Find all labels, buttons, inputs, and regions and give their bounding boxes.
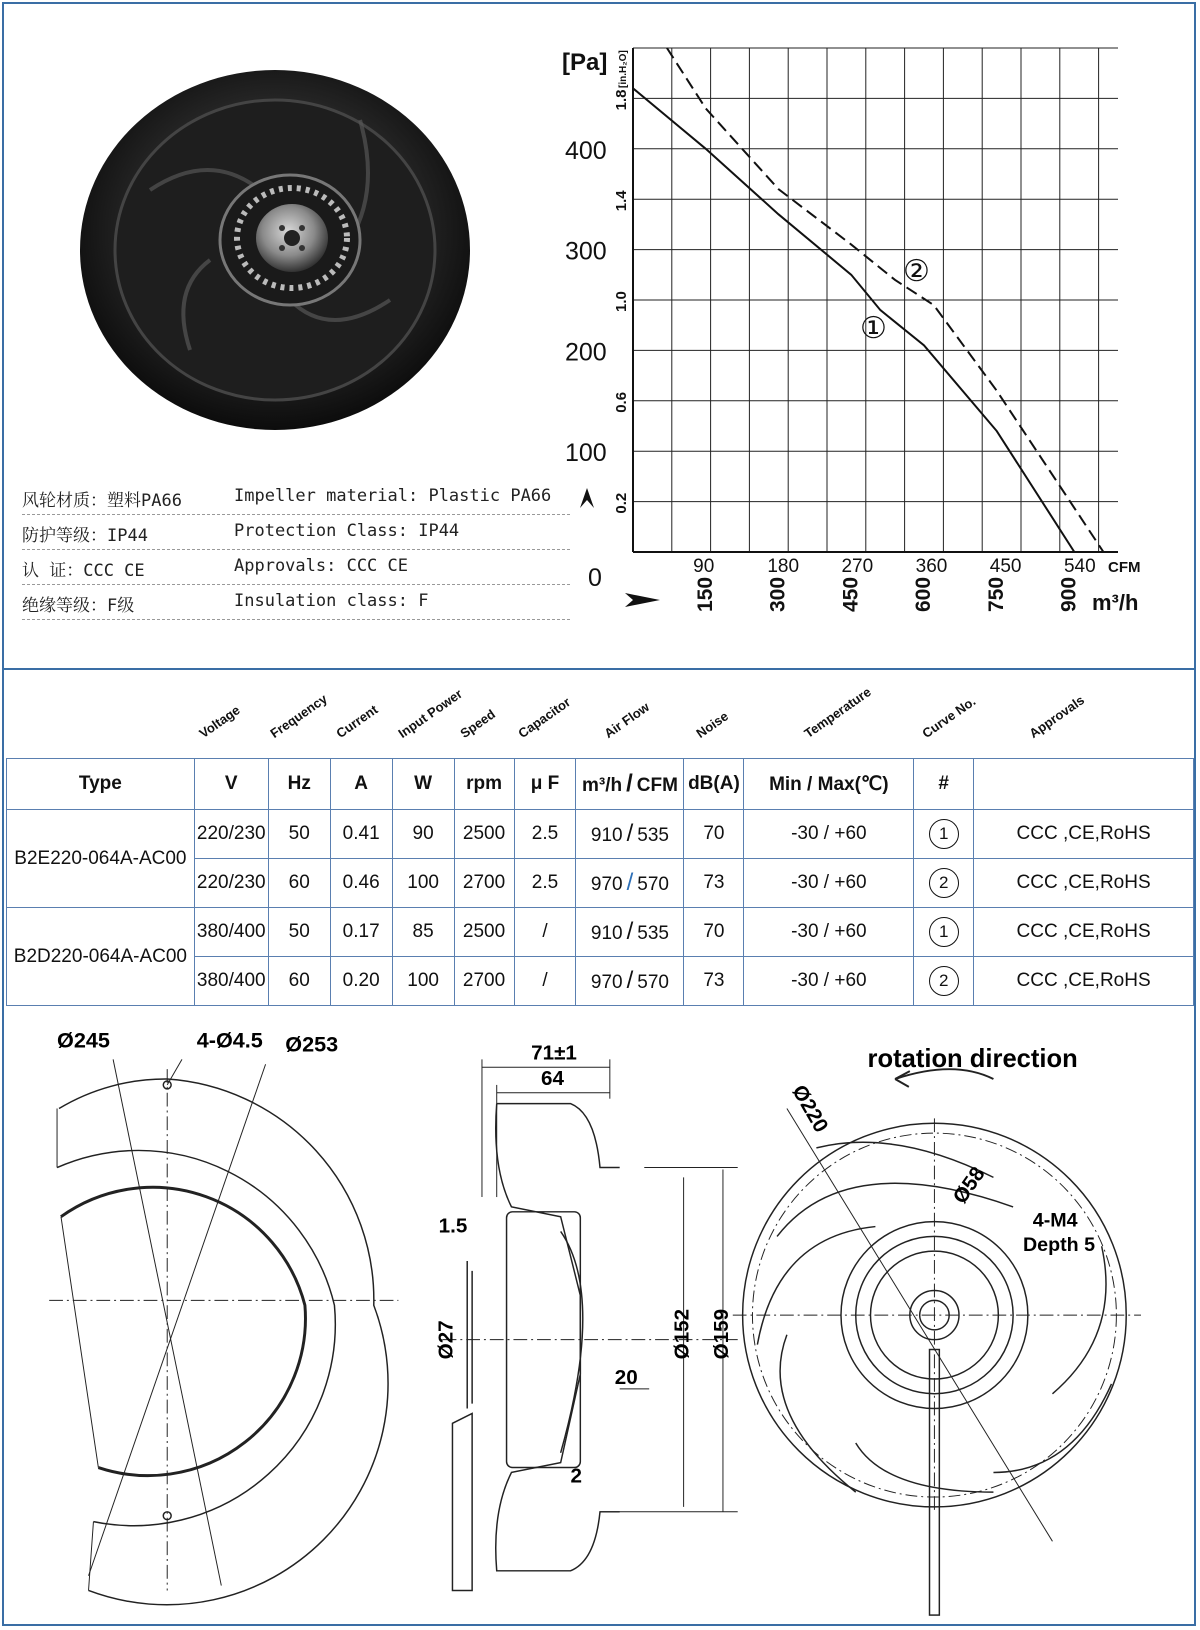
cell-curve: [914, 908, 974, 957]
x-tick-cfm: 540: [1063, 556, 1096, 577]
cell-w: 100: [392, 957, 454, 1006]
cell-v: 380/400: [194, 908, 268, 957]
curve-number-badge: 2: [929, 966, 959, 996]
cell-curve: [914, 957, 974, 1006]
impeller-photo: [60, 40, 500, 460]
header-uf: μ F: [514, 759, 576, 810]
x-tick-cfm: 180: [767, 556, 800, 577]
rotated-header: Input Power: [395, 686, 465, 741]
y-tick-inh2o: 1.4: [613, 190, 630, 212]
blade-view: [733, 1069, 1141, 1615]
cell-type: B2D220-064A-AC00: [7, 908, 195, 1006]
rotated-header: Voltage: [196, 702, 243, 741]
cell-rpm: 2700: [454, 859, 514, 908]
dim-width-total: 71±1: [531, 1041, 577, 1065]
dim-d152: Ø152: [670, 1308, 694, 1360]
performance-chart: [562, 38, 1190, 648]
cell-curve: [914, 810, 974, 859]
dim-d159: Ø159: [709, 1308, 733, 1360]
x-tick-m3h: 600: [912, 576, 935, 612]
curve-number-badge: 1: [929, 917, 959, 947]
header-db: dB(A): [684, 759, 744, 810]
cell-cap: 2.5: [514, 859, 576, 908]
spec-en: Insulation class: F: [234, 591, 429, 611]
spec-table: [6, 758, 1194, 1006]
x-tick-m3h: 300: [766, 576, 790, 612]
x-tick-cfm: 360: [915, 556, 948, 577]
y-tick-inh2o: 1.0: [613, 291, 630, 312]
y-tick-inh2o: 0.2: [613, 492, 630, 514]
dim-depth: Depth 5: [1022, 1234, 1096, 1257]
cell-approvals: CCC ,CE,RoHS: [974, 957, 1194, 1006]
cell-w: 90: [392, 810, 454, 859]
cell-rpm: 2500: [454, 810, 514, 859]
y-tick-inh2o: 0.6: [613, 391, 630, 413]
header-airflow: m³/h / CFM: [576, 759, 684, 810]
cell-v: 380/400: [194, 957, 268, 1006]
x-tick-m3h: 750: [984, 576, 1008, 612]
curve-1: [633, 88, 1074, 552]
x-tick-cfm: 90: [693, 556, 715, 577]
dim-d27: Ø27: [434, 1320, 458, 1360]
dim-d58: Ø58: [948, 1162, 990, 1208]
rotated-header: Temperature: [801, 684, 874, 741]
header-rpm: rpm: [454, 759, 514, 810]
cell-airflow: 910 / 535: [576, 810, 684, 859]
header-curve: #: [914, 759, 974, 810]
y-tick-pa: 0: [588, 564, 602, 592]
rotated-header: Capacitor: [515, 694, 574, 741]
cell-db: 73: [684, 957, 744, 1006]
dim-d220: Ø220: [787, 1081, 833, 1137]
technical-drawings: [0, 1020, 1200, 1620]
y-unit-pa: [Pa]: [562, 49, 608, 76]
table-row: [7, 908, 1194, 957]
header-approvals: [974, 759, 1194, 810]
chart-labels: [562, 49, 1141, 615]
rotated-header: Air Flow: [601, 699, 653, 741]
x-arrow-icon: [625, 593, 660, 607]
cell-airflow: 910 / 535: [576, 908, 684, 957]
x-tick-m3h: 450: [839, 576, 863, 612]
spec-en: Approvals: CCC CE: [234, 556, 408, 576]
header-temp: Min / Max(℃): [744, 759, 914, 810]
curve-label-2: ②: [903, 255, 930, 288]
x-unit-cfm: CFM: [1108, 559, 1141, 576]
dim-d20: 20: [614, 1365, 638, 1389]
dim-d253: Ø253: [285, 1031, 339, 1057]
cell-temp: -30 / +60: [744, 859, 914, 908]
y-tick-pa: 100: [565, 439, 607, 468]
cell-a: 0.41: [330, 810, 392, 859]
cell-w: 85: [392, 908, 454, 957]
y-tick-inh2o: 1.8: [613, 89, 630, 111]
x-tick-m3h: 150: [693, 576, 717, 612]
table-rotated-headers: [0, 684, 1200, 762]
x-tick-cfm: 270: [841, 556, 874, 577]
cell-approvals: CCC ,CE,RoHS: [974, 859, 1194, 908]
dim-holes: 4-Ø4.5: [196, 1027, 263, 1053]
dim-m4: 4-M4: [1032, 1209, 1078, 1232]
cell-temp: -30 / +60: [744, 908, 914, 957]
cell-v: 220/230: [194, 859, 268, 908]
cell-type: B2E220-064A-AC00: [7, 810, 195, 908]
spec-row-protection: [22, 515, 570, 550]
cell-a: 0.20: [330, 957, 392, 1006]
rotated-header: Noise: [693, 708, 732, 741]
header-a: A: [330, 759, 392, 810]
cell-db: 73: [684, 859, 744, 908]
rotated-header: Current: [333, 701, 381, 741]
front-view: [49, 1059, 398, 1604]
spec-en: Impeller material: Plastic PA66: [234, 486, 552, 506]
dim-d2: 2: [570, 1464, 582, 1488]
x-unit-m3h: m³/h: [1092, 590, 1139, 615]
chart-grid: [633, 48, 1118, 552]
cell-w: 100: [392, 859, 454, 908]
dim-width-inner: 64: [540, 1066, 564, 1090]
cell-approvals: CCC ,CE,RoHS: [974, 810, 1194, 859]
table-row: [7, 810, 1194, 859]
rotated-header: Speed: [457, 706, 498, 741]
cell-db: 70: [684, 908, 744, 957]
y-tick-pa: 200: [565, 338, 607, 367]
spec-en: Protection Class: IP44: [234, 521, 460, 541]
spec-cn: 风轮材质：塑料PA66: [22, 491, 182, 511]
header-v: V: [194, 759, 268, 810]
rotation-label: rotation direction: [867, 1045, 1078, 1074]
rotated-header: Curve No.: [919, 693, 979, 741]
y-tick-pa: 400: [565, 136, 607, 165]
section-divider: [2, 668, 1196, 670]
cell-curve: [914, 859, 974, 908]
x-tick-m3h: 900: [1057, 576, 1081, 612]
cell-hz: 50: [268, 810, 330, 859]
cell-v: 220/230: [194, 810, 268, 859]
cell-a: 0.17: [330, 908, 392, 957]
spec-cn: 防护等级：IP44: [22, 526, 148, 546]
curve-label-1: ①: [860, 312, 887, 345]
cell-hz: 50: [268, 908, 330, 957]
curve-number-badge: 2: [929, 868, 959, 898]
header-hz: Hz: [268, 759, 330, 810]
cell-cap: /: [514, 957, 576, 1006]
cell-cap: /: [514, 908, 576, 957]
cell-temp: -30 / +60: [744, 957, 914, 1006]
rotated-header: Approvals: [1026, 692, 1088, 741]
spec-list: [22, 480, 570, 620]
cell-approvals: CCC ,CE,RoHS: [974, 908, 1194, 957]
header-w: W: [392, 759, 454, 810]
spec-row-material: [22, 480, 570, 515]
spec-cn: 认 证：CCC CE: [22, 561, 145, 581]
spec-cn: 绝缘等级：F级: [22, 596, 135, 616]
y-arrow-icon: [580, 488, 594, 508]
cell-temp: -30 / +60: [744, 810, 914, 859]
cell-airflow: 970 / 570: [576, 957, 684, 1006]
cell-rpm: 2500: [454, 908, 514, 957]
cell-airflow: 970 / 570: [576, 859, 684, 908]
table-header-row: [7, 759, 1194, 810]
cell-hz: 60: [268, 859, 330, 908]
header-type: Type: [7, 759, 195, 810]
dim-d15: 1.5: [438, 1214, 468, 1238]
spec-row-approvals: [22, 550, 570, 585]
curve-number-badge: 1: [929, 819, 959, 849]
y-unit-inh2o: [in.H₂O]: [618, 50, 629, 88]
cell-db: 70: [684, 810, 744, 859]
cell-cap: 2.5: [514, 810, 576, 859]
cell-rpm: 2700: [454, 957, 514, 1006]
x-tick-cfm: 450: [989, 556, 1022, 577]
cell-a: 0.46: [330, 859, 392, 908]
cell-hz: 60: [268, 957, 330, 1006]
y-tick-pa: 300: [565, 237, 607, 266]
rotated-header: Frequency: [267, 691, 330, 741]
spec-row-insulation: [22, 585, 570, 620]
dim-d245: Ø245: [57, 1027, 110, 1053]
